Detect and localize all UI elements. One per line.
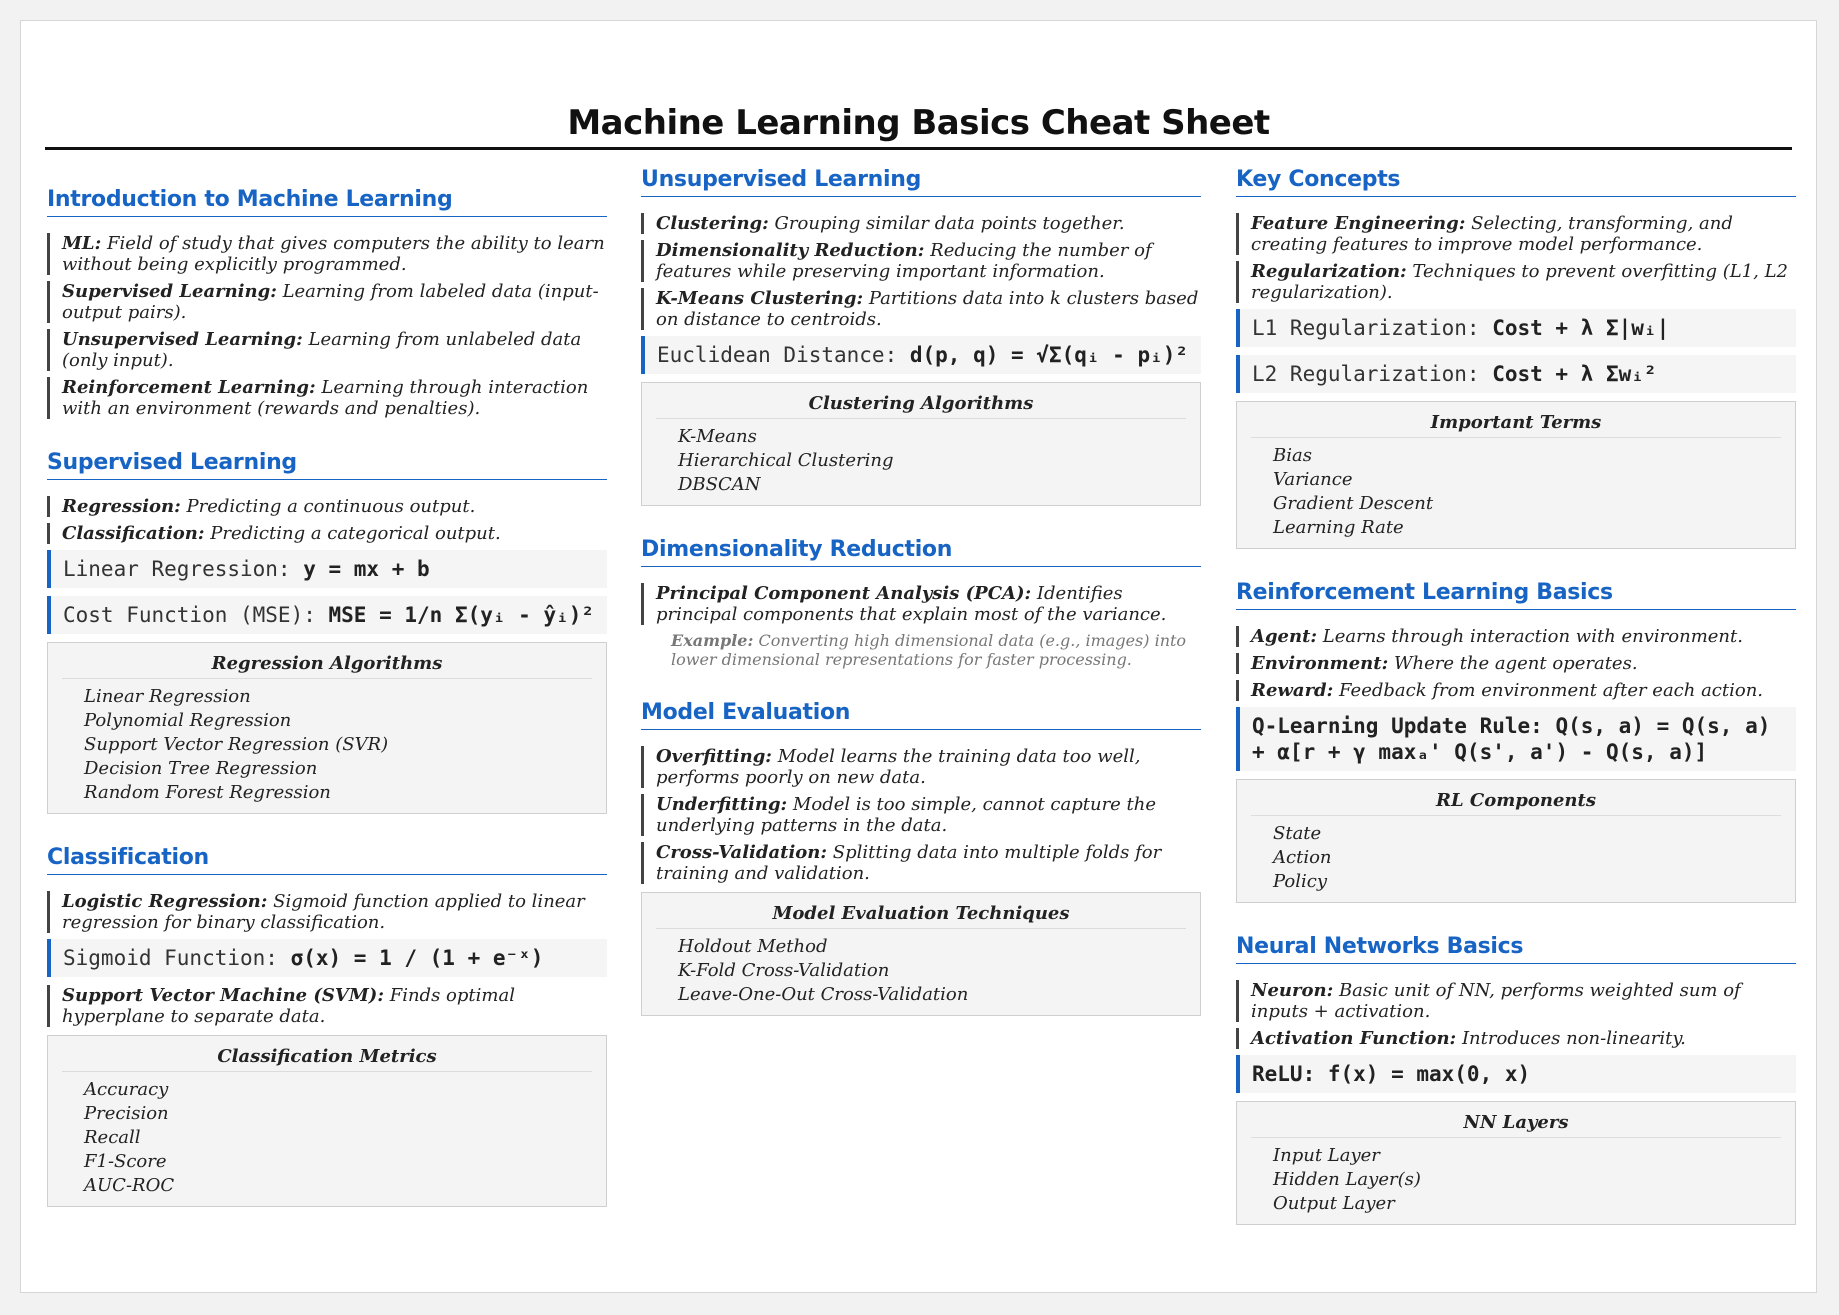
term: Overfitting: — [656, 746, 772, 767]
box-title: Clustering Algorithms — [656, 393, 1186, 419]
term: ML: — [62, 233, 102, 254]
list-item: Accuracy — [84, 1079, 169, 1100]
box-title: Model Evaluation Techniques — [656, 903, 1186, 929]
definition-item — [641, 794, 1201, 836]
formula-sigmoid — [47, 939, 607, 977]
section-key-concepts — [1236, 166, 1796, 549]
section-reinforcement-learning — [1236, 579, 1796, 903]
term: Principal Component Analysis (PCA): — [656, 583, 1032, 604]
term: K-Means Clustering: — [656, 288, 864, 309]
formula-mse — [47, 596, 607, 634]
page-title: Machine Learning Basics Cheat Sheet — [45, 103, 1792, 150]
definition: Finds optimal hyperplane to separate data. — [62, 985, 515, 1027]
definition: Model is too simple, cannot capture the underlying patterns in the data. — [656, 794, 1157, 836]
definition-item — [47, 985, 607, 1027]
section-title: Classification — [47, 844, 607, 875]
definition: Learning through interaction with an environment (rewards and penalties). — [62, 377, 589, 419]
term: Regularization: — [1251, 261, 1407, 282]
definition: Field of study that gives computers the ability to learn without being explicitly programmed. — [62, 233, 605, 275]
formula-label: L2 Regularization: — [1252, 362, 1493, 386]
definition-item — [641, 842, 1201, 884]
definition-item — [641, 240, 1201, 282]
list-item: Random Forest Regression — [84, 782, 331, 803]
definition-item — [1236, 1028, 1796, 1049]
definition-item — [641, 213, 1201, 234]
list-item: Output Layer — [1273, 1193, 1395, 1214]
list-item: Learning Rate — [1273, 517, 1404, 538]
definition-item — [1236, 626, 1796, 647]
box-title: NN Layers — [1251, 1112, 1781, 1138]
clustering-algorithms-box — [641, 382, 1201, 506]
definition: Where the agent operates. — [1393, 653, 1638, 674]
formula-equation: d(p, q) = √Σ(qᵢ - pᵢ)² — [909, 343, 1189, 367]
section-classification — [47, 844, 607, 1207]
definition: Grouping similar data points together. — [774, 213, 1125, 234]
formula-q-learning — [1236, 707, 1796, 771]
term: Environment: — [1251, 653, 1389, 674]
formula-equation: MSE = 1/n Σ(yᵢ - ŷᵢ)² — [328, 603, 595, 627]
formula-euclidean — [641, 336, 1201, 374]
list-item: Input Layer — [1273, 1145, 1380, 1166]
formula-relu — [1236, 1055, 1796, 1093]
definition: Introduces non-linearity. — [1461, 1028, 1686, 1049]
list-item: F1-Score — [84, 1151, 167, 1172]
nn-layers-box — [1236, 1101, 1796, 1225]
term: Agent: — [1251, 626, 1318, 647]
definition-item — [1236, 980, 1796, 1022]
definition: Sigmoid function applied to linear regression for binary classification. — [62, 891, 585, 933]
regression-algorithms-box — [47, 642, 607, 814]
definition: Predicting a continuous output. — [186, 496, 476, 517]
definition-item — [47, 281, 607, 323]
formula-label: Sigmoid Function: — [63, 946, 291, 970]
definition-item — [641, 746, 1201, 788]
definition-item — [641, 583, 1201, 625]
definition: Learning from labeled data (input-output pairs). — [62, 281, 599, 323]
list-item: Precision — [84, 1103, 169, 1124]
definition: Splitting data into multiple folds for training and validation. — [656, 842, 1162, 884]
list-item: Leave-One-Out Cross-Validation — [678, 984, 969, 1005]
box-title: Important Terms — [1251, 412, 1781, 438]
formula-equation: Cost + λ Σwᵢ² — [1492, 362, 1657, 386]
list-item: Hidden Layer(s) — [1273, 1169, 1421, 1190]
definition: Selecting, transforming, and creating features to improve model performance. — [1251, 213, 1733, 255]
definition-item — [47, 377, 607, 419]
example-note — [671, 631, 1201, 669]
term: Unsupervised Learning: — [62, 329, 303, 350]
definition: Techniques to prevent overfitting (L1, L2 regularization). — [1251, 261, 1788, 303]
formula-label: Euclidean Distance: — [657, 343, 910, 367]
column-right — [1236, 166, 1796, 1255]
section-title: Introduction to Machine Learning — [47, 186, 607, 217]
formula-equation: σ(x) = 1 / (1 + e⁻ˣ) — [290, 946, 544, 970]
definition-item — [47, 233, 607, 275]
definition-item — [1236, 213, 1796, 255]
term: Dimensionality Reduction: — [656, 240, 925, 261]
layers-list — [1251, 1144, 1781, 1216]
metrics-list — [62, 1078, 592, 1198]
section-neural-networks — [1236, 933, 1796, 1225]
formula-label: Linear Regression: — [63, 557, 304, 581]
term: Support Vector Machine (SVM): — [62, 985, 384, 1006]
list-item: Bias — [1273, 445, 1312, 466]
definition: Learns through interaction with environment. — [1322, 626, 1743, 647]
section-title: Key Concepts — [1236, 166, 1796, 197]
formula-label: L1 Regularization: — [1252, 316, 1493, 340]
list-item: Linear Regression — [84, 686, 251, 707]
term: Neuron: — [1251, 980, 1334, 1001]
definition: Model learns the training data too well, performs poorly on new data. — [656, 746, 1141, 788]
cheat-sheet — [20, 20, 1817, 1293]
definition-item — [47, 496, 607, 517]
term: Clustering: — [656, 213, 769, 234]
list-item: Hierarchical Clustering — [678, 450, 894, 471]
list-item: Holdout Method — [678, 936, 828, 957]
list-item: Action — [1273, 847, 1332, 868]
term: Regression: — [62, 496, 181, 517]
definition: Reducing the number of features while preserving important information. — [656, 240, 1152, 282]
term: Activation Function: — [1251, 1028, 1457, 1049]
column-left — [47, 186, 607, 1237]
column-middle — [641, 166, 1201, 1046]
term: Reinforcement Learning: — [62, 377, 316, 398]
definition: Predicting a categorical output. — [210, 523, 501, 544]
section-intro — [47, 186, 607, 419]
term: Cross-Validation: — [656, 842, 828, 863]
formula-equation: f(x) = max(0, x) — [1327, 1062, 1531, 1086]
components-list — [1251, 822, 1781, 894]
term: Supervised Learning: — [62, 281, 277, 302]
formula-label: Q-Learning Update Rule: — [1252, 714, 1556, 738]
formula-equation: y = mx + b — [303, 557, 430, 581]
important-terms-box — [1236, 401, 1796, 549]
definition-item — [47, 891, 607, 933]
term: Underfitting: — [656, 794, 788, 815]
section-title: Supervised Learning — [47, 449, 607, 480]
list-item: Gradient Descent — [1273, 493, 1434, 514]
box-title: Regression Algorithms — [62, 653, 592, 679]
formula-equation: Cost + λ Σ|wᵢ| — [1492, 316, 1670, 340]
term: Reward: — [1251, 680, 1334, 701]
list-item: Decision Tree Regression — [84, 758, 318, 779]
definition-item — [1236, 261, 1796, 303]
list-item: DBSCAN — [678, 474, 761, 495]
definition: Identifies principal components that explain most of the variance. — [656, 583, 1167, 625]
rl-components-box — [1236, 779, 1796, 903]
definition: Feedback from environment after each action. — [1339, 680, 1764, 701]
list-item: K-Fold Cross-Validation — [678, 960, 890, 981]
section-title: Reinforcement Learning Basics — [1236, 579, 1796, 610]
example-label: Example: — [671, 631, 754, 650]
example-text: Converting high dimensional data (e.g., images) into lower dimensional representations for faster processing. — [671, 631, 1187, 669]
evaluation-techniques-box — [641, 892, 1201, 1016]
definition-item — [47, 329, 607, 371]
formula-label: Cost Function (MSE): — [63, 603, 329, 627]
definition: Basic unit of NN, performs weighted sum of inputs + activation. — [1251, 980, 1741, 1022]
list-item: Recall — [84, 1127, 141, 1148]
technique-list — [656, 935, 1186, 1007]
section-title: Neural Networks Basics — [1236, 933, 1796, 964]
list-item: Support Vector Regression (SVR) — [84, 734, 389, 755]
term: Classification: — [62, 523, 205, 544]
formula-l1 — [1236, 309, 1796, 347]
classification-metrics-box — [47, 1035, 607, 1207]
section-title: Model Evaluation — [641, 699, 1201, 730]
section-unsupervised — [641, 166, 1201, 506]
algorithm-list — [62, 685, 592, 805]
section-dimensionality-reduction — [641, 536, 1201, 669]
definition-item — [1236, 680, 1796, 701]
list-item: Variance — [1273, 469, 1353, 490]
formula-linear-regression — [47, 550, 607, 588]
list-item: Policy — [1273, 871, 1327, 892]
definition-item — [641, 288, 1201, 330]
list-item: K-Means — [678, 426, 757, 447]
term: Logistic Regression: — [62, 891, 268, 912]
definition-item — [1236, 653, 1796, 674]
box-title: Classification Metrics — [62, 1046, 592, 1072]
formula-l2 — [1236, 355, 1796, 393]
section-title: Dimensionality Reduction — [641, 536, 1201, 567]
definition-item — [47, 523, 607, 544]
list-item: Polynomial Regression — [84, 710, 292, 731]
section-supervised — [47, 449, 607, 814]
list-item: State — [1273, 823, 1322, 844]
definition: Learning from unlabeled data (only input). — [62, 329, 582, 371]
list-item: AUC-ROC — [84, 1175, 175, 1196]
definition: Partitions data into k clusters based on distance to centroids. — [656, 288, 1199, 330]
box-title: RL Components — [1251, 790, 1781, 816]
formula-label: ReLU: — [1252, 1062, 1328, 1086]
term: Feature Engineering: — [1251, 213, 1466, 234]
section-model-evaluation — [641, 699, 1201, 1016]
terms-list — [1251, 444, 1781, 540]
section-title: Unsupervised Learning — [641, 166, 1201, 197]
algorithm-list — [656, 425, 1186, 497]
formula-equation: Q(s, a) = Q(s, a) + α[r + γ maxₐ' Q(s', a') - Q(s, a)] — [1252, 714, 1771, 764]
